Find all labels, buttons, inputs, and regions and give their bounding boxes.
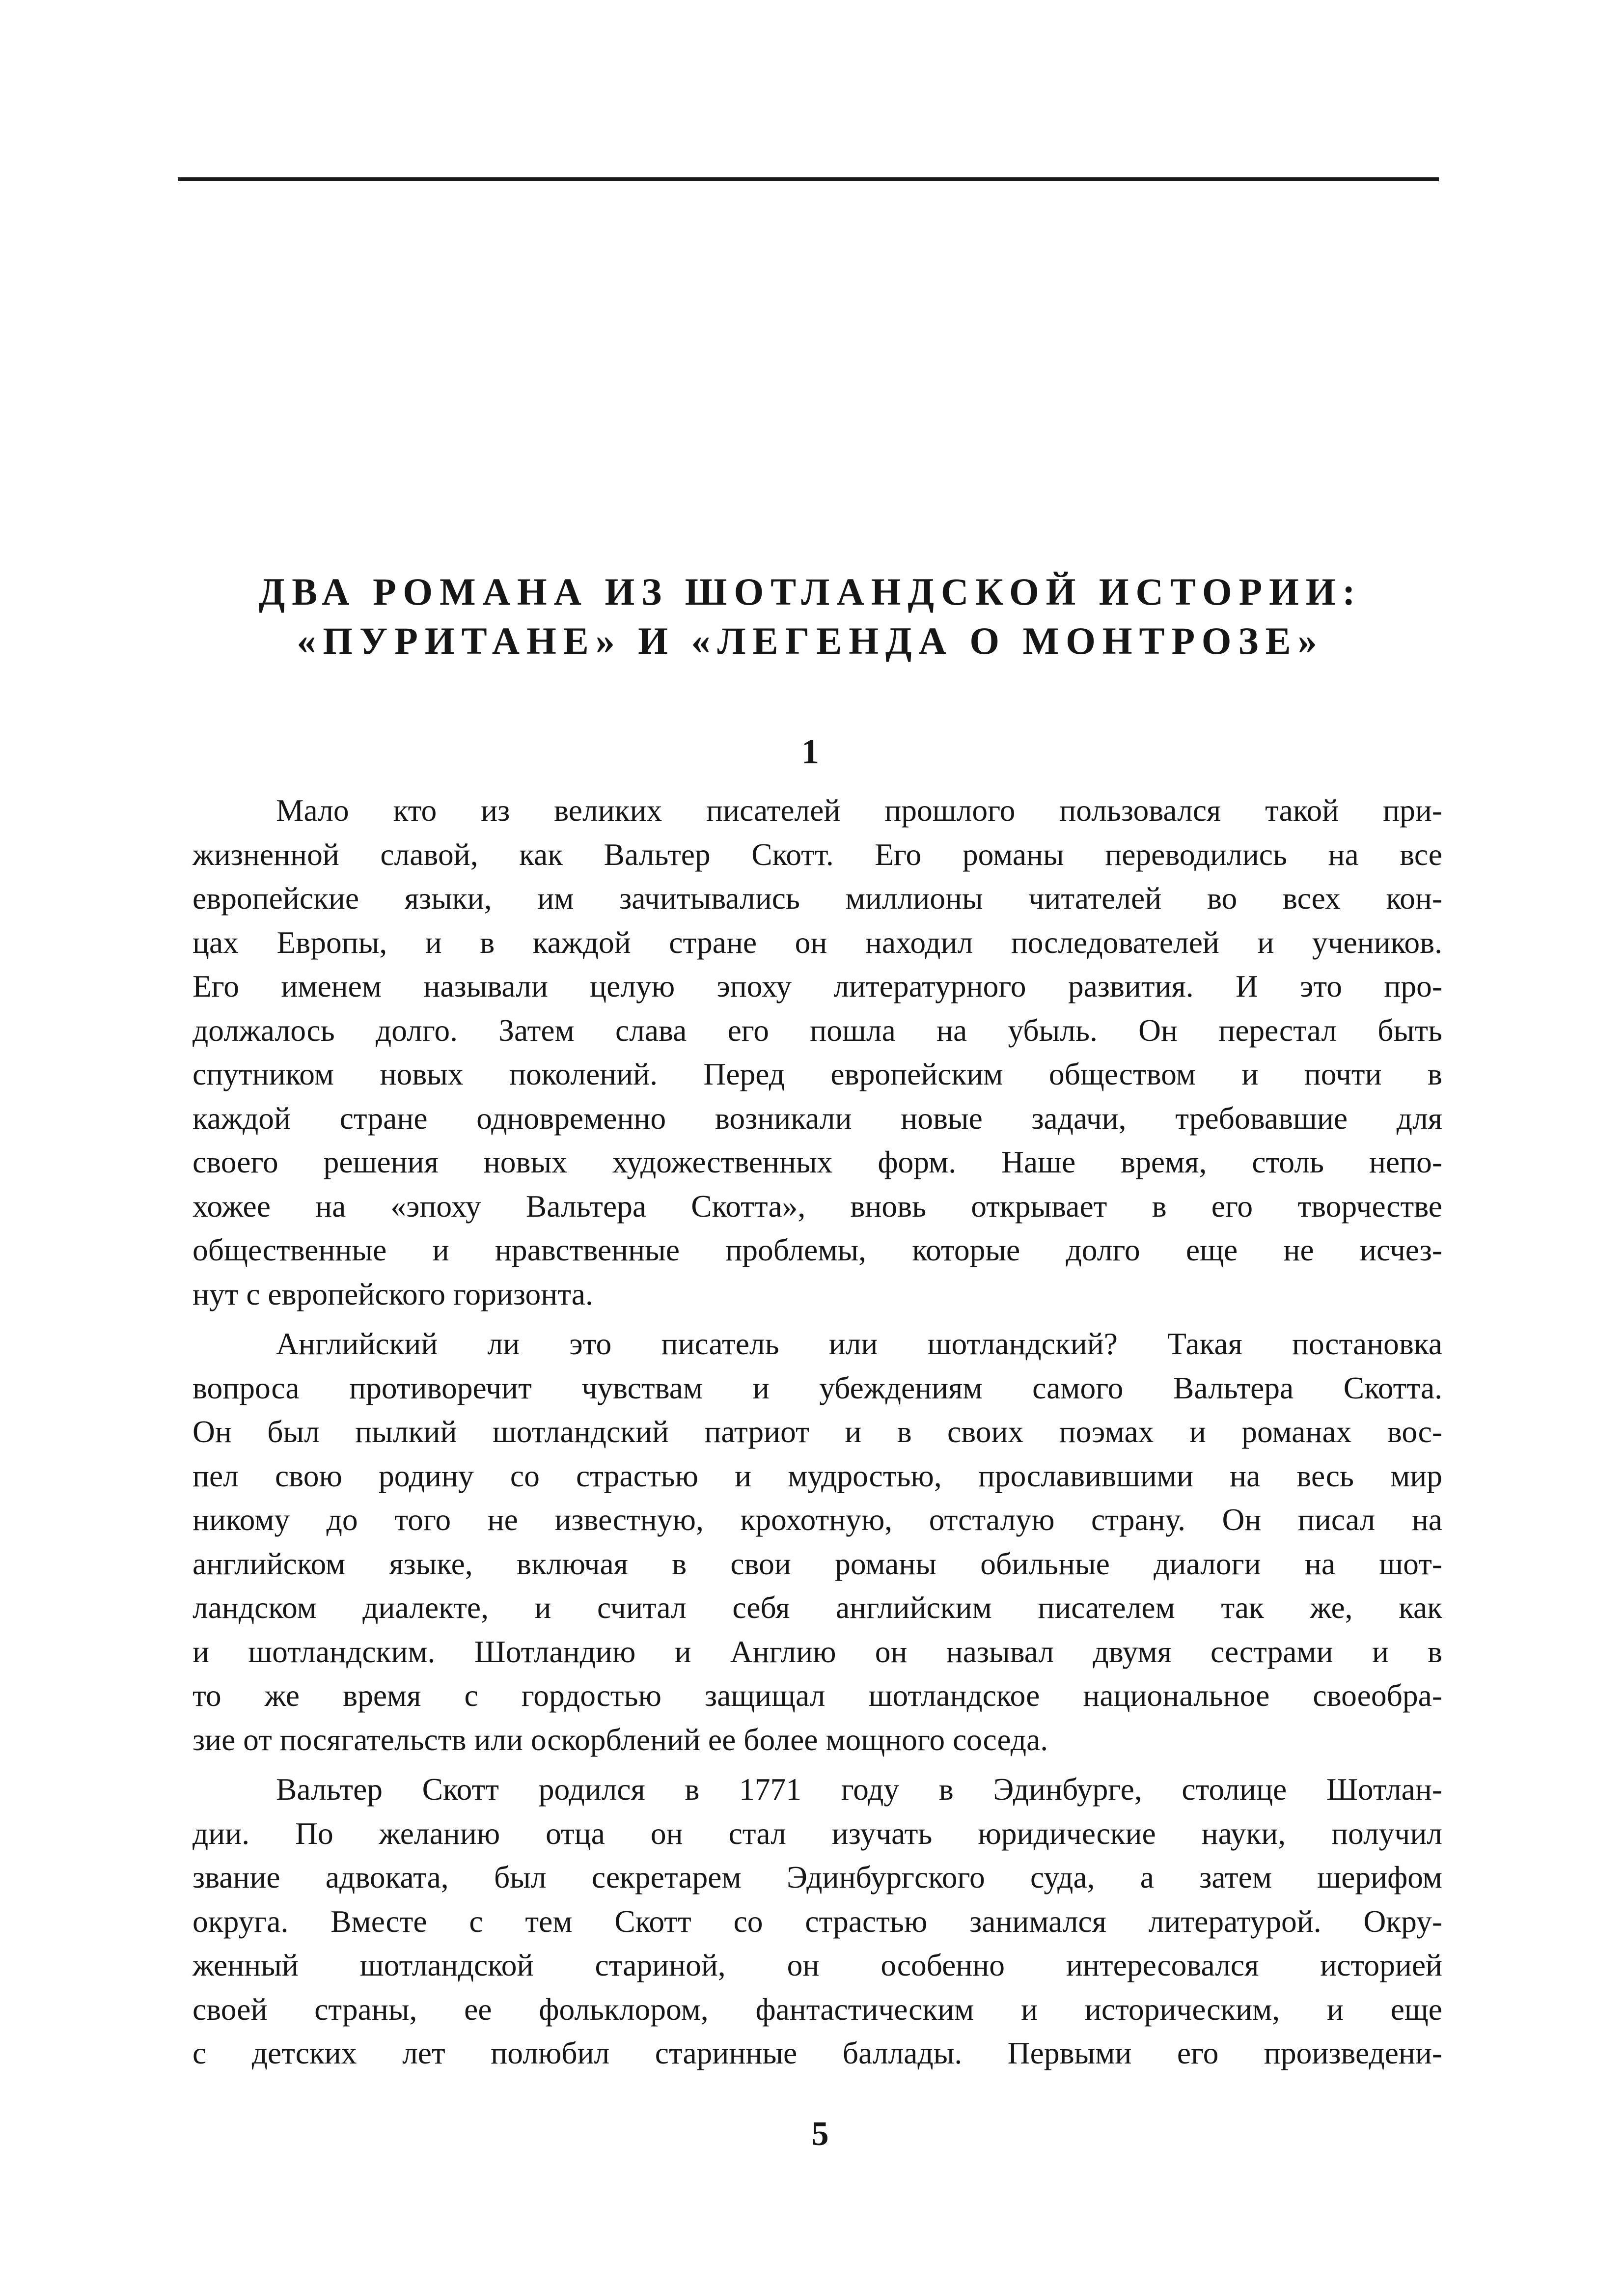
text-line: и шотландским. Шотландию и Англию он называл двумя сестрами и в bbox=[193, 1634, 1442, 1669]
section-number: 1 bbox=[801, 732, 819, 771]
text-line: Мало кто из великих писателей прошлого пользовался такой при- bbox=[276, 793, 1442, 828]
text-line: женный шотландской стариной, он особенно интересовался историей bbox=[193, 1948, 1442, 1982]
text-line: Его именем называли целую эпоху литературного развития. И это про- bbox=[193, 969, 1442, 1004]
text-line: жизненной славой, как Вальтер Скотт. Его романы переводились на все bbox=[193, 836, 1442, 872]
paragraph-gap bbox=[193, 1761, 1442, 1767]
text-line: Вальтер Скотт родился в 1771 году в Эдинбурге, столице Шотлан- bbox=[276, 1772, 1442, 1807]
paragraph bbox=[193, 1767, 1442, 2075]
text-line: ландском диалекте, и считал себя английским писателем так же, как bbox=[193, 1590, 1442, 1625]
page-number: 5 bbox=[811, 2115, 829, 2153]
text-line: своей страны, ее фольклором, фантастическим и историческим, и еще bbox=[193, 1991, 1442, 2027]
body-text bbox=[193, 788, 1442, 2075]
text-line: европейские языки, им зачитывались миллионы читателей во всех кон- bbox=[193, 881, 1442, 916]
paragraph bbox=[193, 1322, 1442, 1761]
text-line: Английский ли это писатель или шотландский? Такая постановка bbox=[276, 1326, 1442, 1361]
text-line: то же время с гордостью защищал шотландское национальное своеобра- bbox=[193, 1678, 1442, 1713]
text-line: Он был пылкий шотландский патриот и в своих поэмах и романах вос- bbox=[193, 1414, 1442, 1449]
text-line: округа. Вместе с тем Скотт со страстью занимался литературой. Окру- bbox=[193, 1903, 1442, 1939]
top-rule bbox=[178, 177, 1439, 181]
text-line: английском языке, включая в свои романы обильные диалоги на шот- bbox=[193, 1546, 1442, 1581]
chapter-title-line: «ПУРИТАНЕ» И «ЛЕГЕНДА О МОНТРОЗЕ» bbox=[297, 619, 1324, 662]
text-line: цах Европы, и в каждой стране он находил последователей и учеников. bbox=[193, 924, 1442, 960]
text-line: вопроса противоречит чувствам и убеждениям самого Вальтера Скотта. bbox=[193, 1370, 1442, 1405]
text-line: должалось долго. Затем слава его пошла на убыль. Он перестал быть bbox=[193, 1012, 1442, 1048]
paragraph bbox=[193, 788, 1442, 1316]
text-line: каждой стране одновременно возникали новые задачи, требовавшие для bbox=[193, 1100, 1442, 1136]
text-line: зие от посягательств или оскорблений ее более мощного соседа. bbox=[193, 1722, 1048, 1757]
text-line: своего решения новых художественных форм. Наше время, столь непо- bbox=[193, 1144, 1442, 1179]
text-line: общественные и нравственные проблемы, которые долго еще не исчез- bbox=[193, 1232, 1442, 1267]
text-line: дии. По желанию отца он стал изучать юридические науки, получил bbox=[193, 1815, 1442, 1851]
text-line: с детских лет полюбил старинные баллады. Первыми его произведени- bbox=[193, 2035, 1442, 2070]
text-line: нут с европейского горизонта. bbox=[193, 1276, 593, 1311]
text-line: никому до того не известную, крохотную, отсталую страну. Он писал на bbox=[193, 1502, 1442, 1537]
chapter-title-line: ДВА РОМАНА ИЗ ШОТЛАНДСКОЙ ИСТОРИИ: bbox=[258, 570, 1362, 613]
text-line: звание адвоката, был секретарем Эдинбургского суда, а затем шерифом bbox=[193, 1860, 1442, 1895]
text-line: спутником новых поколений. Перед европейским обществом и почти в bbox=[193, 1057, 1442, 1091]
text-line: хожее на «эпоху Вальтера Скотта», вновь открывает в его творчестве bbox=[193, 1188, 1442, 1224]
chapter-title bbox=[187, 567, 1434, 666]
paragraph-gap bbox=[193, 1316, 1442, 1322]
text-line: пел свою родину со страстью и мудростью, прославившими на весь мир bbox=[193, 1458, 1442, 1493]
